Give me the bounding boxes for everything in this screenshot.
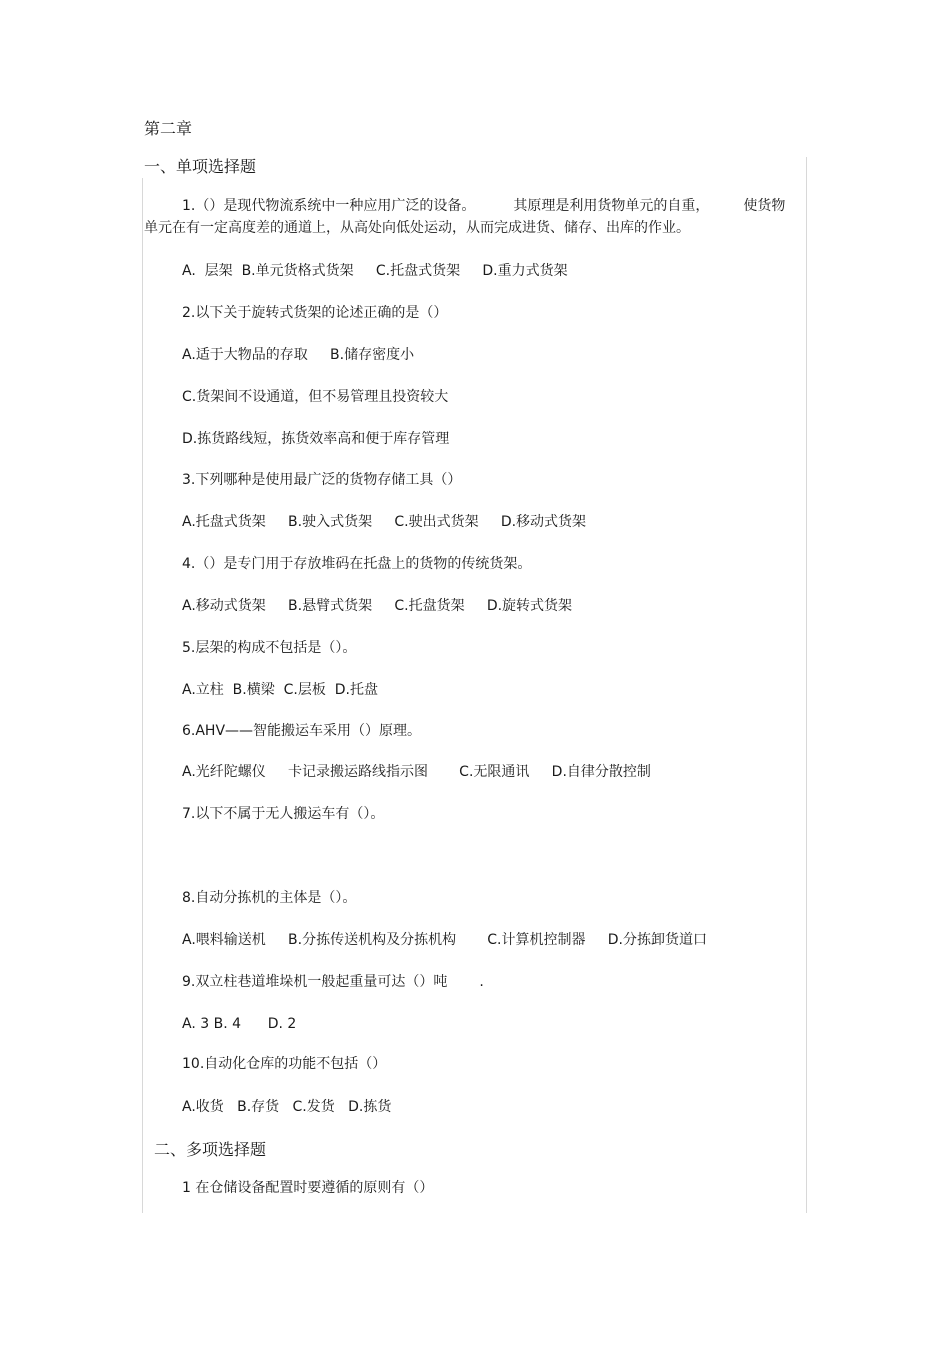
- question-2-options-ab: A.适于大物品的存取 B.储存密度小: [182, 347, 415, 363]
- right-margin-rule: [806, 157, 807, 1213]
- question-6-options: A.光纤陀螺仪 卡记录搬运路线指示图 C.无限通讯 D.自律分散控制: [182, 764, 651, 780]
- question-2-stem: 2.以下关于旋转式货架的论述正确的是（）: [182, 305, 448, 321]
- question-10-stem: 10.自动化仓库的功能不包括（）: [182, 1056, 387, 1072]
- question-1-stem-part2: 其原理是利用货物单元的自重，: [513, 198, 710, 214]
- question-9-stem-line: [182, 973, 484, 991]
- question-3-stem: 3.下列哪种是使用最广泛的货物存储工具（）: [182, 472, 462, 488]
- question-8-stem: 8.自动分拣机的主体是（）。: [182, 890, 357, 906]
- question-9-stem: 9.双立柱巷道堆垛机一般起重量可达（）吨: [182, 974, 448, 990]
- section-single-choice-title: 一、单项选择题: [144, 157, 257, 176]
- question-10-options: A.收货 B.存货 C.发货 D.拣货: [182, 1099, 392, 1115]
- question-3-options: A.托盘式货架 B.驶入式货架 C.驶出式货架 D.移动式货架: [182, 514, 587, 530]
- question-1-stem-part3: 使货物: [743, 198, 786, 214]
- question-1-options: A. 层架 B.单元货格式货架 C.托盘式货架 D.重力式货架: [182, 263, 568, 279]
- question-9-stem-tail: .: [479, 974, 484, 990]
- question-2-option-c: C.货架间不设通道，但不易管理且投资较大: [182, 389, 449, 405]
- question-7-stem: 7.以下不属于无人搬运车有（）。: [182, 806, 385, 822]
- question-4-options: A.移动式货架 B.悬臂式货架 C.托盘货架 D.旋转式货架: [182, 598, 573, 614]
- question-8-options: A.喂料输送机 B.分拣传送机构及分拣机构 C.计算机控制器 D.分拣卸货道口: [182, 932, 707, 948]
- question-5-stem: 5.层架的构成不包括是（）。: [182, 640, 357, 656]
- multi-question-1-stem: 1 在仓储设备配置时要遵循的原则有（）: [182, 1180, 434, 1196]
- question-1-stem-part1: 1.（）是现代物流系统中一种应用广泛的设备。: [182, 198, 476, 214]
- question-5-options: A.立柱 B.横梁 C.层板 D.托盘: [182, 682, 378, 698]
- question-1-stem-line1: [182, 197, 785, 215]
- question-4-stem: 4.（）是专门用于存放堆码在托盘上的货物的传统货架。: [182, 556, 532, 572]
- question-9-options: A. 3 B. 4 D. 2: [182, 1016, 297, 1032]
- question-2-option-d: D.拣货路线短，拣货效率高和便于库存管理: [182, 431, 450, 447]
- chapter-title: 第二章: [144, 119, 193, 138]
- section-multiple-choice-title: 二、多项选择题: [154, 1140, 267, 1159]
- left-margin-rule: [142, 178, 143, 1213]
- question-1-stem-line2: 单元在有一定高度差的通道上，从高处向低处运动，从而完成进货、储存、出库的作业。: [144, 220, 690, 236]
- question-6-stem: 6.AHV——智能搬运车采用（）原理。: [182, 723, 422, 739]
